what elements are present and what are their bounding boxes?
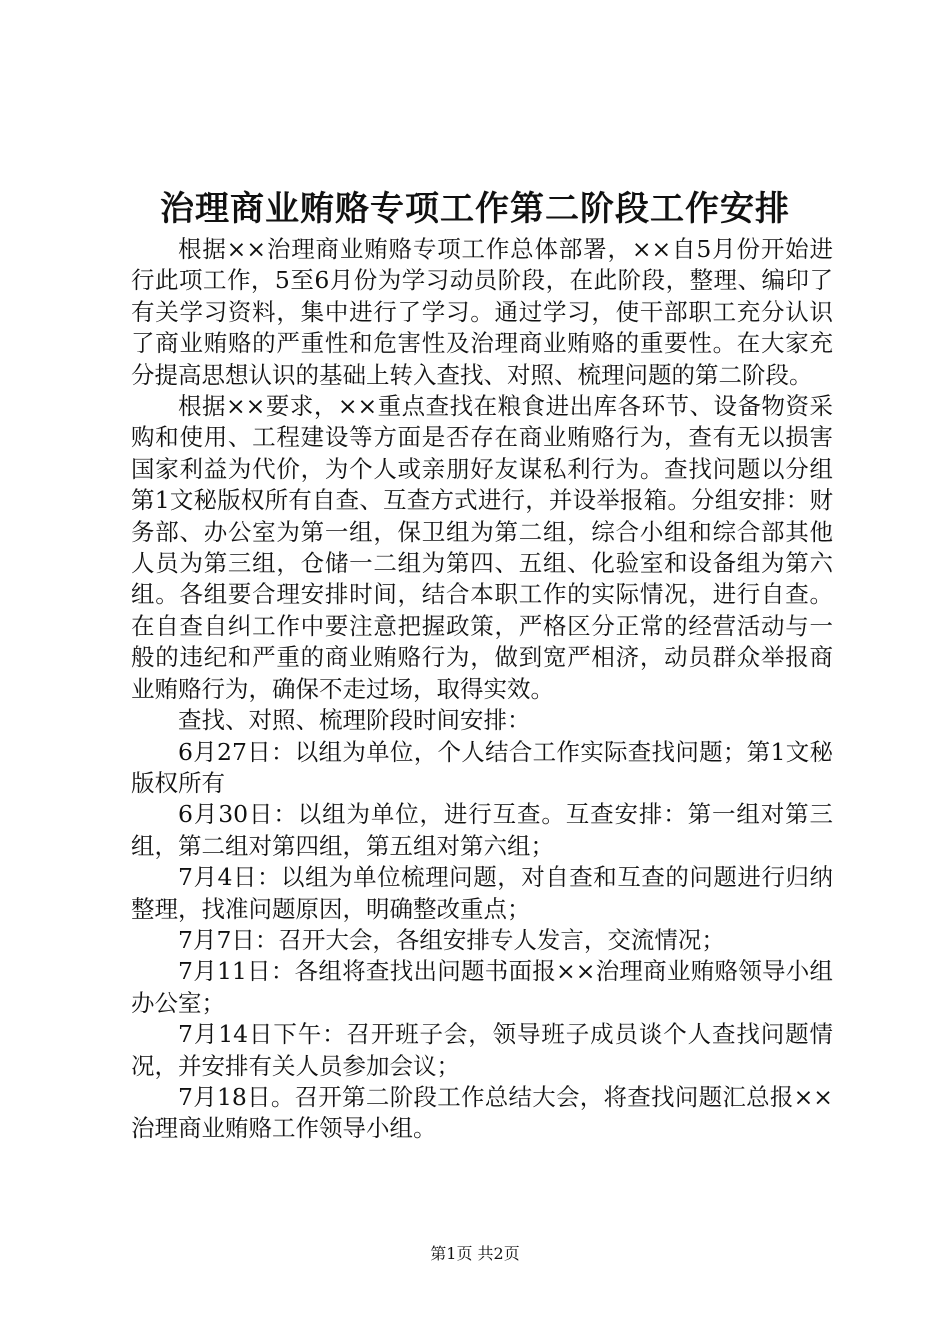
- paragraph-intro: 根据××治理商业贿赂专项工作总体部署，××自5月份开始进行此项工作，5至6月份为学习动员阶段，在此阶段，整理、编印了有关学习资料，集中进行了学习。通过学习，使干部职工充分认识了商业贿赂的严重性和危害性及治理商业贿赂的重要性。在大家充分提高思想认识的基础上转入查找、对照、梳理问题的第二阶段。: [131, 235, 833, 389]
- paragraph-schedule-heading: 查找、对照、梳理阶段时间安排：: [178, 706, 531, 735]
- schedule-item: 6月27日：以组为单位，个人结合工作实际查找问题；第1文秘版权所有: [131, 737, 833, 797]
- schedule-item: 7月7日：召开大会，各组安排专人发言，交流情况；: [178, 925, 725, 954]
- document-title: 治理商业贿赂专项工作第二阶段工作安排: [160, 189, 790, 229]
- schedule-item: 6月30日：以组为单位，进行互查。互查安排：第一组对第三组，第二组对第四组，第五组对第六组；: [131, 800, 833, 860]
- paragraph-requirements: 根据××要求，××重点查找在粮食进出库各环节、设备物资采购和使用、工程建设等方面是否存在商业贿赂行为，查有无以损害国家利益为代价，为个人或亲朋好友谋私利行为。查找问题以分组第1文秘版权所有自查、互查方式进行，并设举报箱。分组安排：财务部、办公室为第一组，保卫组为第二组，综合小组和综合部其他人员为第三组，仓储一二组为第四、五组、化验室和设备组为第六组。各组要合理安排时间，结合本职工作的实际情况，进行自查。在自查自纠工作中要注意把握政策，严格区分正常的经营活动与一般的违纪和严重的商业贿赂行为，做到宽严相济，动员群众举报商业贿赂行为，确保不走过场，取得实效。: [131, 392, 833, 703]
- schedule-item: 7月11日：各组将查找出问题书面报××治理商业贿赂领导小组办公室；: [131, 957, 833, 1017]
- schedule-item: 7月18日。召开第二阶段工作总结大会，将查找问题汇总报××治理商业贿赂工作领导小组。: [131, 1082, 833, 1143]
- schedule-item: 7月4日：以组为单位梳理问题，对自查和互查的问题进行归纳整理，找准问题原因，明确整改重点；: [131, 863, 833, 923]
- page-footer: 第1页 共2页: [430, 1244, 520, 1263]
- schedule-item: 7月14日下午：召开班子会，领导班子成员谈个人查找问题情况，并安排有关人员参加会议；: [131, 1020, 833, 1080]
- document-body: [131, 234, 833, 1145]
